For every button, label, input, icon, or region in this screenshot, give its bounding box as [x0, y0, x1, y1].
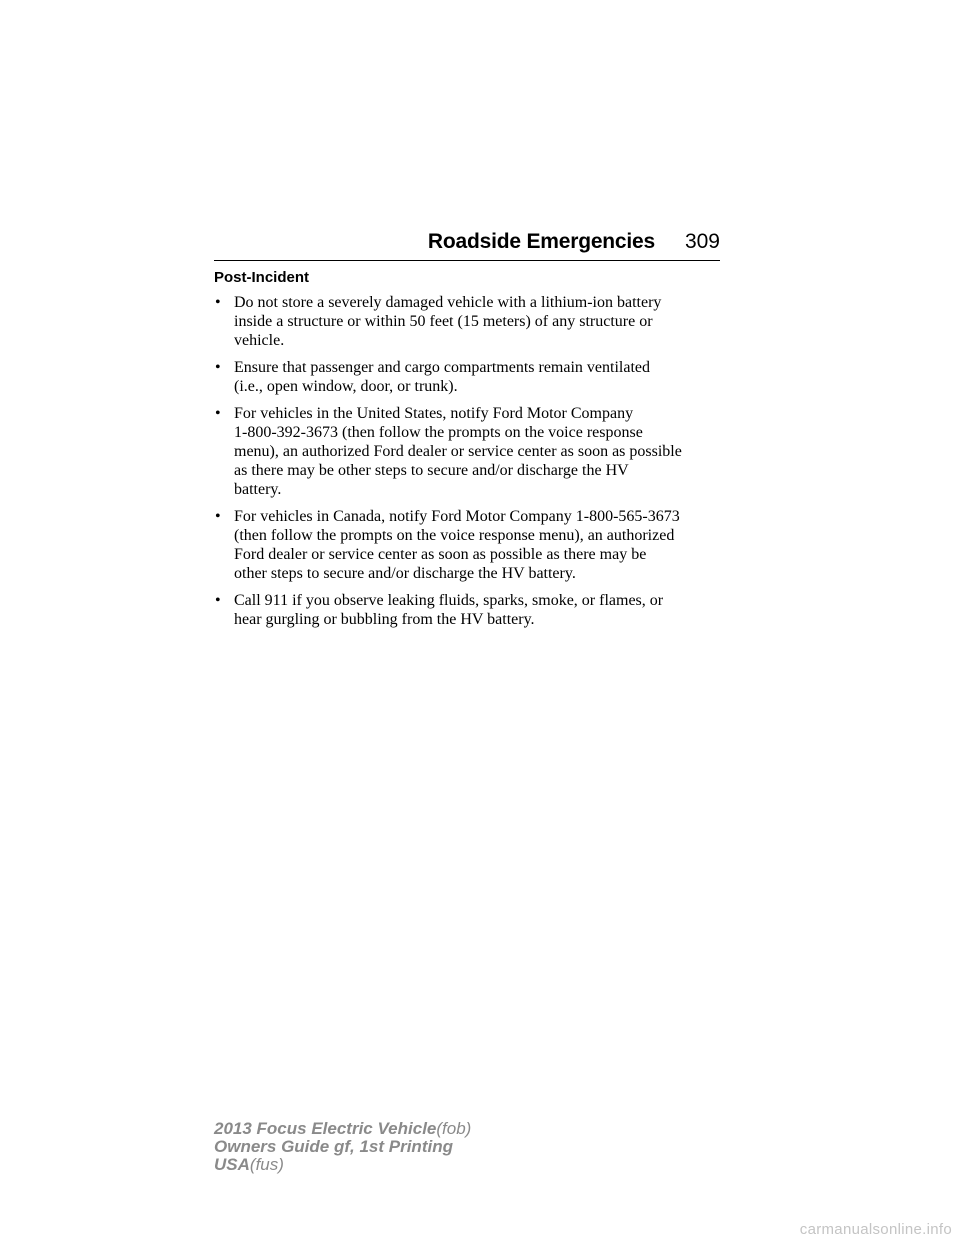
bullet-text-line: Do not store a severely damaged vehicle with a lithium-ion battery: [234, 294, 662, 311]
footer-model: 2013 Focus Electric Vehicle: [214, 1119, 437, 1138]
bullet-icon: •: [215, 592, 221, 609]
bullet-icon: •: [215, 508, 221, 525]
footer-line-model: [214, 1120, 471, 1138]
bullet-icon: •: [215, 405, 221, 422]
bullet-text-line: other steps to secure and/or discharge the HV battery.: [234, 565, 576, 582]
print-footer: [214, 1120, 471, 1174]
bullet-text-line: Ford dealer or service center as soon as possible as there may be: [234, 546, 647, 563]
footer-model-code: (fob): [436, 1119, 472, 1138]
bullet-text-line: hear gurgling or bubbling from the HV battery.: [234, 611, 535, 628]
bullet-text-line: 1-800-392-3673 (then follow the prompts on the voice response: [234, 424, 643, 441]
page-header: [214, 228, 720, 261]
bullet-text-line: menu), an authorized Ford dealer or service center as soon as possible: [234, 443, 682, 460]
bullet-text-line: Call 911 if you observe leaking fluids, sparks, smoke, or flames, or: [234, 592, 664, 609]
page-number: 309: [684, 230, 720, 253]
chapter-title: Roadside Emergencies: [427, 230, 655, 253]
bullet-icon: •: [215, 359, 221, 376]
bullet-text-line: For vehicles in Canada, notify Ford Motor Company 1-800-565-3673: [234, 508, 680, 525]
section-heading: Post-Incident: [214, 269, 310, 286]
bullet-item-storage: [214, 293, 724, 350]
footer-market-code: (fus): [249, 1155, 284, 1174]
bullet-item-notify-canada: [214, 507, 724, 583]
bullet-text-line: battery.: [234, 481, 282, 498]
bullet-text-line: as there may be other steps to secure and/or discharge the HV: [234, 462, 629, 479]
bullet-text-line: Ensure that passenger and cargo compartments remain ventilated: [234, 359, 650, 376]
bullet-text-line: (then follow the prompts on the voice response menu), an authorized: [234, 527, 675, 544]
bullet-icon: •: [215, 294, 221, 311]
footer-line-market: [214, 1156, 471, 1174]
bullet-item-call-911: [214, 591, 724, 629]
bullet-item-ventilation: [214, 358, 724, 396]
bullet-list: [214, 293, 724, 637]
bullet-text-line: vehicle.: [234, 332, 285, 349]
bullet-text-line: inside a structure or within 50 feet (15 meters) of any structure or: [234, 313, 653, 330]
bullet-text-line: For vehicles in the United States, notify Ford Motor Company: [234, 405, 634, 422]
bullet-item-notify-us: [214, 404, 724, 499]
footer-line-guide: [214, 1138, 471, 1156]
footer-guide: Owners Guide gf, 1st Printing: [214, 1137, 453, 1156]
bullet-text-line: (i.e., open window, door, or trunk).: [234, 378, 458, 395]
site-watermark: carmanualsonline.info: [799, 1221, 952, 1238]
footer-market: USA: [214, 1155, 250, 1174]
